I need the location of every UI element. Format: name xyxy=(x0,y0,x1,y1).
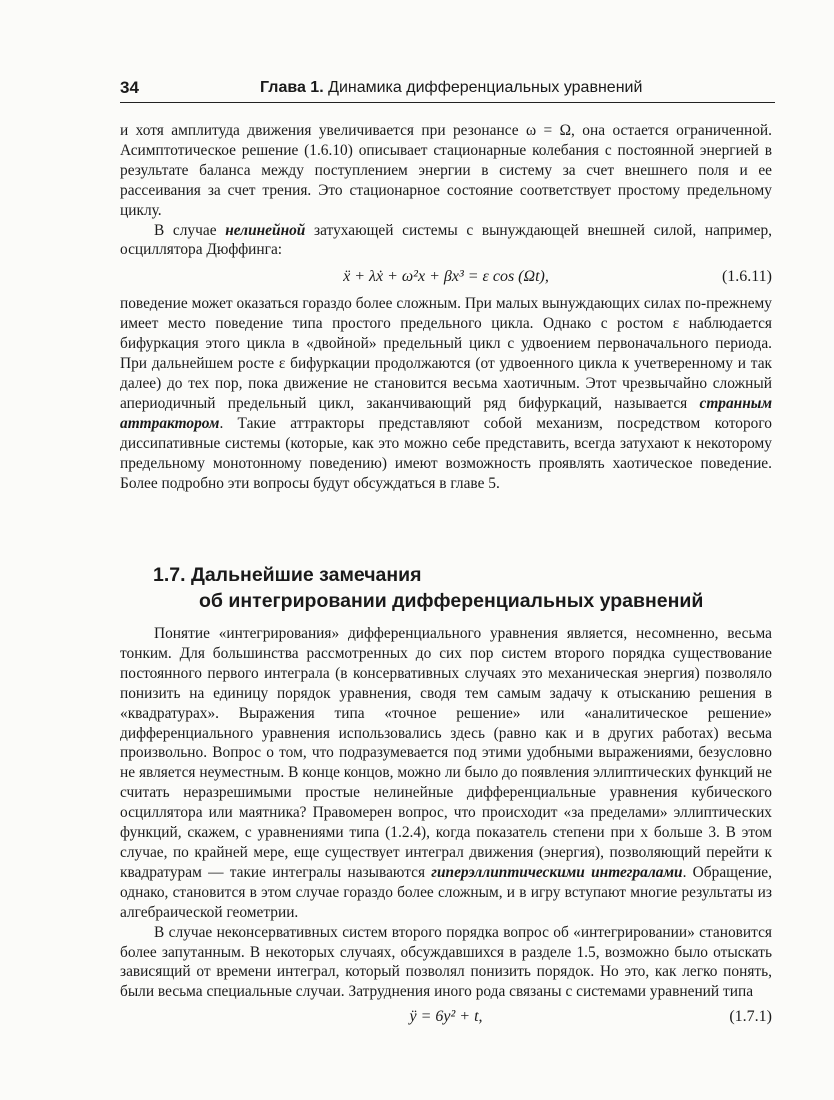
section-heading-line-2: об интегрировании дифференциальных уравнений xyxy=(199,590,704,612)
paragraph-1: и хотя амплитуда движения увеличивается при резонансе ω = Ω, она остается ограниченной. Асимптотическое решение (1.6.10) описывает стационарные колебания с постоянной энергией в результате баланса между поступлением энергии в систему за счет внешнего поля и ее рассеивания за счет трения. Это стационарное состояние соответствует простому предельному циклу. xyxy=(120,122,772,219)
term-hyperelliptic: гиперэллиптическими интегралами xyxy=(431,863,683,881)
equation-number: (1.7.1) xyxy=(729,1008,772,1026)
text-block-top xyxy=(120,121,772,493)
chapter-label: Глава 1. xyxy=(260,79,324,96)
chapter-title: Динамика дифференциальных уравнений xyxy=(328,79,643,96)
paragraph-3: поведение может оказаться гораздо более сложным. При малых вынуждающих силах по-прежнему имеет место поведение типа простого предельного цикла. Однако с ростом ε наблюдается бифуркация этого цикла в «двойной» предельный цикл с удвоением первоначального периода. При дальнейшем росте ε бифуркации продолжаются (от удвоенного цикла к учетверенному и так далее) до тех пор, пока движение не становится весьма хаотичным. Этот чрезвычайно сложный апериодичный предельный цикл, заканчивающий ряд бифуркаций, называется странным аттрактором. Такие аттракторы представляют собой механизм, посредством которого диссипативные системы (которые, как это можно себе представить, всегда затухают к некоторому предельному монотонному поведению) имеют возможность проявлять хаотическое поведение. Более подробно эти вопросы будут обсуждаться в главе 5. xyxy=(120,295,772,492)
running-head xyxy=(260,79,642,97)
equation-formula: ẍ + λẋ + ω²x + βx³ = ε cos (Ωt), xyxy=(343,268,549,286)
text-block-bottom xyxy=(120,624,772,1032)
section-heading xyxy=(153,562,753,614)
paragraph-5: В случае неконсервативных систем второго порядка вопрос об «интегрировании» становится более запутанным. В некоторых случаях, обсуждавшихся в разделе 1.5, возможно было отыскать зависящий от времени интеграл, который позволял понизить порядок. Но это, как легко понять, были весьма специальные случаи. Затруднения иного рода связаны с системами уравнений типа xyxy=(120,923,772,1001)
running-header xyxy=(120,78,775,103)
equation-formula: ÿ = 6y² + t, xyxy=(409,1008,483,1026)
page-number: 34 xyxy=(120,78,139,97)
equation-1-6-11 xyxy=(120,260,772,294)
paragraph-4: Понятие «интегрирования» дифференциального уравнения является, несомненно, весьма тонким. Для большинства рассмотренных до сих пор систем второго порядка существование постоянного первого интеграла (в консервативных случаях это механическая энергия) позволяло понизить на единицу порядок уравнения, сводя тем самым задачу к отысканию решения в «квадратурах». Выражения типа «точное решение» или «аналитическое решение» дифференциального уравнения использовались здесь (равно как и в других работах) весьма произвольно. Вопрос о том, что подразумевается под этими удобными выражениями, безусловно не является неуместным. В конце концов, можно ли было до появления эллиптических функций не считать неразрешимыми простые нелинейные дифференциальные уравнения кубического осциллятора или маятника? Правомерен вопрос, что происходит «за пределами» эллиптических функций, скажем, с уравнениями типа (1.2.4), когда показатель степени при x больше 3. В этом случае, по крайней мере, еще существует интеграл движения (энергия), позволяющий перейти к квадратурам — такие интегралы называются гиперэллиптическими интегралами. Обращение, однако, становится в этом случае гораздо более сложным, и в игру вступают многие результаты из алгебраической геометрии. xyxy=(120,625,772,921)
paragraph-2: В случае нелинейной затухающей системы с вынуждающей внешней силой, например, осциллятора Дюффинга: xyxy=(120,221,772,259)
equation-number: (1.6.11) xyxy=(721,268,772,286)
equation-1-7-1 xyxy=(120,1002,772,1032)
section-heading-line-1: 1.7. Дальнейшие замечания xyxy=(153,564,422,586)
term-strange-attractor: странным аттрактором xyxy=(120,394,772,432)
term-nonlinear: нелинейной xyxy=(225,221,306,239)
